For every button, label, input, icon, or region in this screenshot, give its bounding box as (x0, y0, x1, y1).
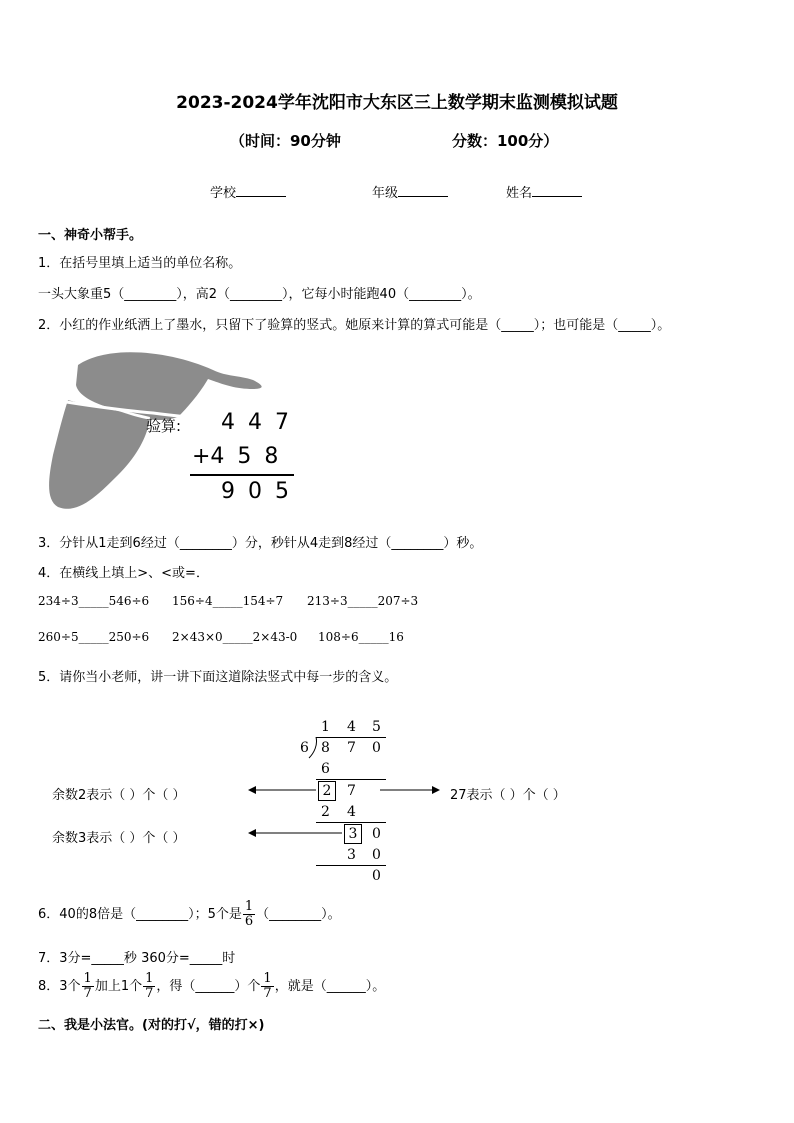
check-row1: 4 4 7 (221, 410, 289, 435)
step1-digit: 6 (321, 761, 330, 777)
step3-digit: 2 (321, 804, 330, 820)
q8-part: ，得（______）个 (156, 979, 261, 994)
q8-part: 加上1个 (94, 979, 143, 994)
note-27[interactable]: 27表示（ ）个（ ） (450, 788, 566, 803)
step2-digit: 7 (347, 783, 356, 799)
q4-item[interactable]: 2×43×0_____2×43-0 (172, 630, 298, 644)
dividend-digit: 0 (372, 740, 381, 756)
q8-part: 8．3个 (38, 979, 81, 994)
arrow-left-icon (248, 828, 344, 838)
divisor: 6 (300, 740, 309, 756)
q4-item[interactable]: 108÷6_____16 (318, 630, 404, 644)
name-blank[interactable] (532, 184, 582, 197)
remainder-digit: 0 (372, 868, 381, 884)
score-label: 分数：100分） (452, 132, 559, 150)
division-bracket (308, 737, 320, 759)
q6-prefix: 6．40的8倍是（________）；5个是 (38, 907, 242, 922)
q4-item[interactable]: 234÷3_____546÷6 (38, 594, 150, 608)
step3-digit: 4 (347, 804, 356, 820)
q2-text[interactable]: 2．小红的作业纸洒上了墨水，只留下了验算的竖式。她原来计算的算式可能是（_____）；也可能是（_____）。 (38, 318, 671, 333)
q4-item[interactable]: 213÷3_____207÷3 (307, 594, 419, 608)
school-field[interactable] (210, 182, 286, 201)
q8-part: ，就是（______）。 (274, 979, 386, 994)
q4-text: 4．在横线上填上>、<或=． (38, 566, 209, 581)
step-rule (316, 822, 386, 823)
step-rule (316, 865, 386, 866)
section1-heading: 一、神奇小帮手。 (38, 228, 143, 243)
note-remainder-3[interactable]: 余数3表示（ ）个（ ） (52, 831, 186, 846)
q6-suffix: （________）。 (256, 907, 341, 922)
fraction: $\frac{1}{7}$ (83, 971, 92, 1001)
name-label: 姓名 (506, 186, 533, 201)
fraction: $\frac{1}{6}$ (244, 899, 254, 929)
fraction: $\frac{1}{7}$ (145, 971, 154, 1001)
arrow-left-icon (248, 785, 318, 795)
section2-heading: 二、我是小法官。(对的打√，错的打×) (38, 1018, 265, 1033)
school-label: 学校 (210, 186, 237, 201)
step-rule (316, 779, 386, 780)
q5-text: 5．请你当小老师，讲一讲下面这道除法竖式中每一步的含义。 (38, 670, 398, 685)
step5-digit: 3 (347, 847, 356, 863)
q3-text[interactable]: 3．分针从1走到6经过（________）分，秒针从4走到8经过（________）秒。 (38, 536, 483, 551)
grade-label: 年级 (372, 186, 399, 201)
boxed-digit: 3 (344, 824, 362, 844)
q6-line[interactable] (38, 900, 341, 929)
school-blank[interactable] (236, 184, 286, 197)
division-bar (316, 737, 386, 738)
step4-digit: 0 (372, 826, 381, 842)
q7-text[interactable]: 7．3分=_____秒 360分=_____时 (38, 951, 236, 966)
time-label: （时间：90分钟 (230, 132, 341, 150)
dividend-digit: 7 (347, 740, 356, 756)
check-rule (190, 474, 294, 476)
check-row2: +4 5 8 (192, 444, 279, 469)
quotient-digit: 4 (347, 719, 356, 735)
note-remainder-2[interactable]: 余数2表示（ ）个（ ） (52, 788, 186, 803)
name-field[interactable] (506, 182, 582, 201)
check-label: 验算: (146, 417, 182, 435)
q1-text: 1．在括号里填上适当的单位名称。 (38, 256, 242, 271)
page-title: 2023-2024学年沈阳市大东区三上数学期末监测模拟试题 (176, 93, 618, 113)
step5-digit: 0 (372, 847, 381, 863)
boxed-digit: 2 (318, 781, 336, 801)
q8-line[interactable] (38, 972, 385, 1001)
q4-item[interactable]: 260÷5_____250÷6 (38, 630, 150, 644)
q1-line[interactable]: 一头大象重5（________），高2（________），它每小时能跑40（________）。 (38, 287, 481, 302)
grade-field[interactable] (372, 182, 448, 201)
quotient-digit: 5 (372, 719, 381, 735)
dividend-digit: 8 (321, 740, 330, 756)
fraction: $\frac{1}{7}$ (263, 971, 272, 1001)
quotient-digit: 1 (321, 719, 330, 735)
arrow-right-icon (380, 785, 440, 795)
grade-blank[interactable] (398, 184, 448, 197)
q4-item[interactable]: 156÷4_____154÷7 (172, 594, 284, 608)
check-row3: 9 0 5 (221, 479, 289, 504)
